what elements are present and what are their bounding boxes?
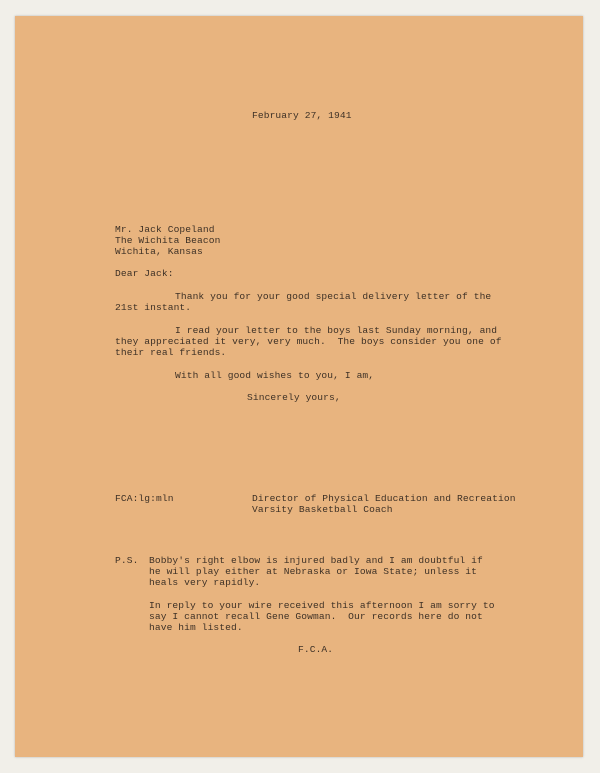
- postscript-signoff: F.C.A.: [298, 644, 334, 655]
- salutation: Dear Jack:: [115, 268, 174, 279]
- postscript-p1-line2: he will play either at Nebraska or Iowa State; unless it: [149, 566, 478, 577]
- recipient-city: Wichita, Kansas: [115, 246, 203, 257]
- postscript-p2-line1: In reply to your wire received this afternoon I am sorry to: [149, 600, 495, 611]
- sign-off: Sincerely yours,: [247, 392, 341, 403]
- recipient-name: Mr. Jack Copeland: [115, 224, 215, 235]
- paragraph1-line2: 21st instant.: [115, 302, 192, 313]
- postscript-p1-line1: Bobby's right elbow is injured badly and I am doubtful if: [149, 555, 483, 566]
- typist-initials: FCA:lg:mln: [115, 493, 174, 504]
- paragraph2-line2: they appreciated it very, very much. The boys consider you one of: [115, 336, 502, 347]
- signature-title-director: Director of Physical Education and Recreation: [252, 493, 516, 504]
- closing-line: With all good wishes to you, I am,: [175, 370, 375, 381]
- postscript-p2-line3: have him listed.: [149, 622, 243, 633]
- recipient-organization: The Wichita Beacon: [115, 235, 221, 246]
- paragraph2-line1: I read your letter to the boys last Sunday morning, and: [175, 325, 498, 336]
- signature-title-coach: Varsity Basketball Coach: [252, 504, 393, 515]
- postscript-p1-line3: heals very rapidly.: [149, 577, 261, 588]
- letter-date: February 27, 1941: [252, 110, 352, 121]
- letter-page: [15, 16, 583, 757]
- paragraph1-line1: Thank you for your good special delivery letter of the: [175, 291, 492, 302]
- paragraph2-line3: their real friends.: [115, 347, 227, 358]
- postscript-p2-line2: say I cannot recall Gene Gowman. Our records here do not: [149, 611, 483, 622]
- postscript-label: P.S.: [115, 555, 139, 566]
